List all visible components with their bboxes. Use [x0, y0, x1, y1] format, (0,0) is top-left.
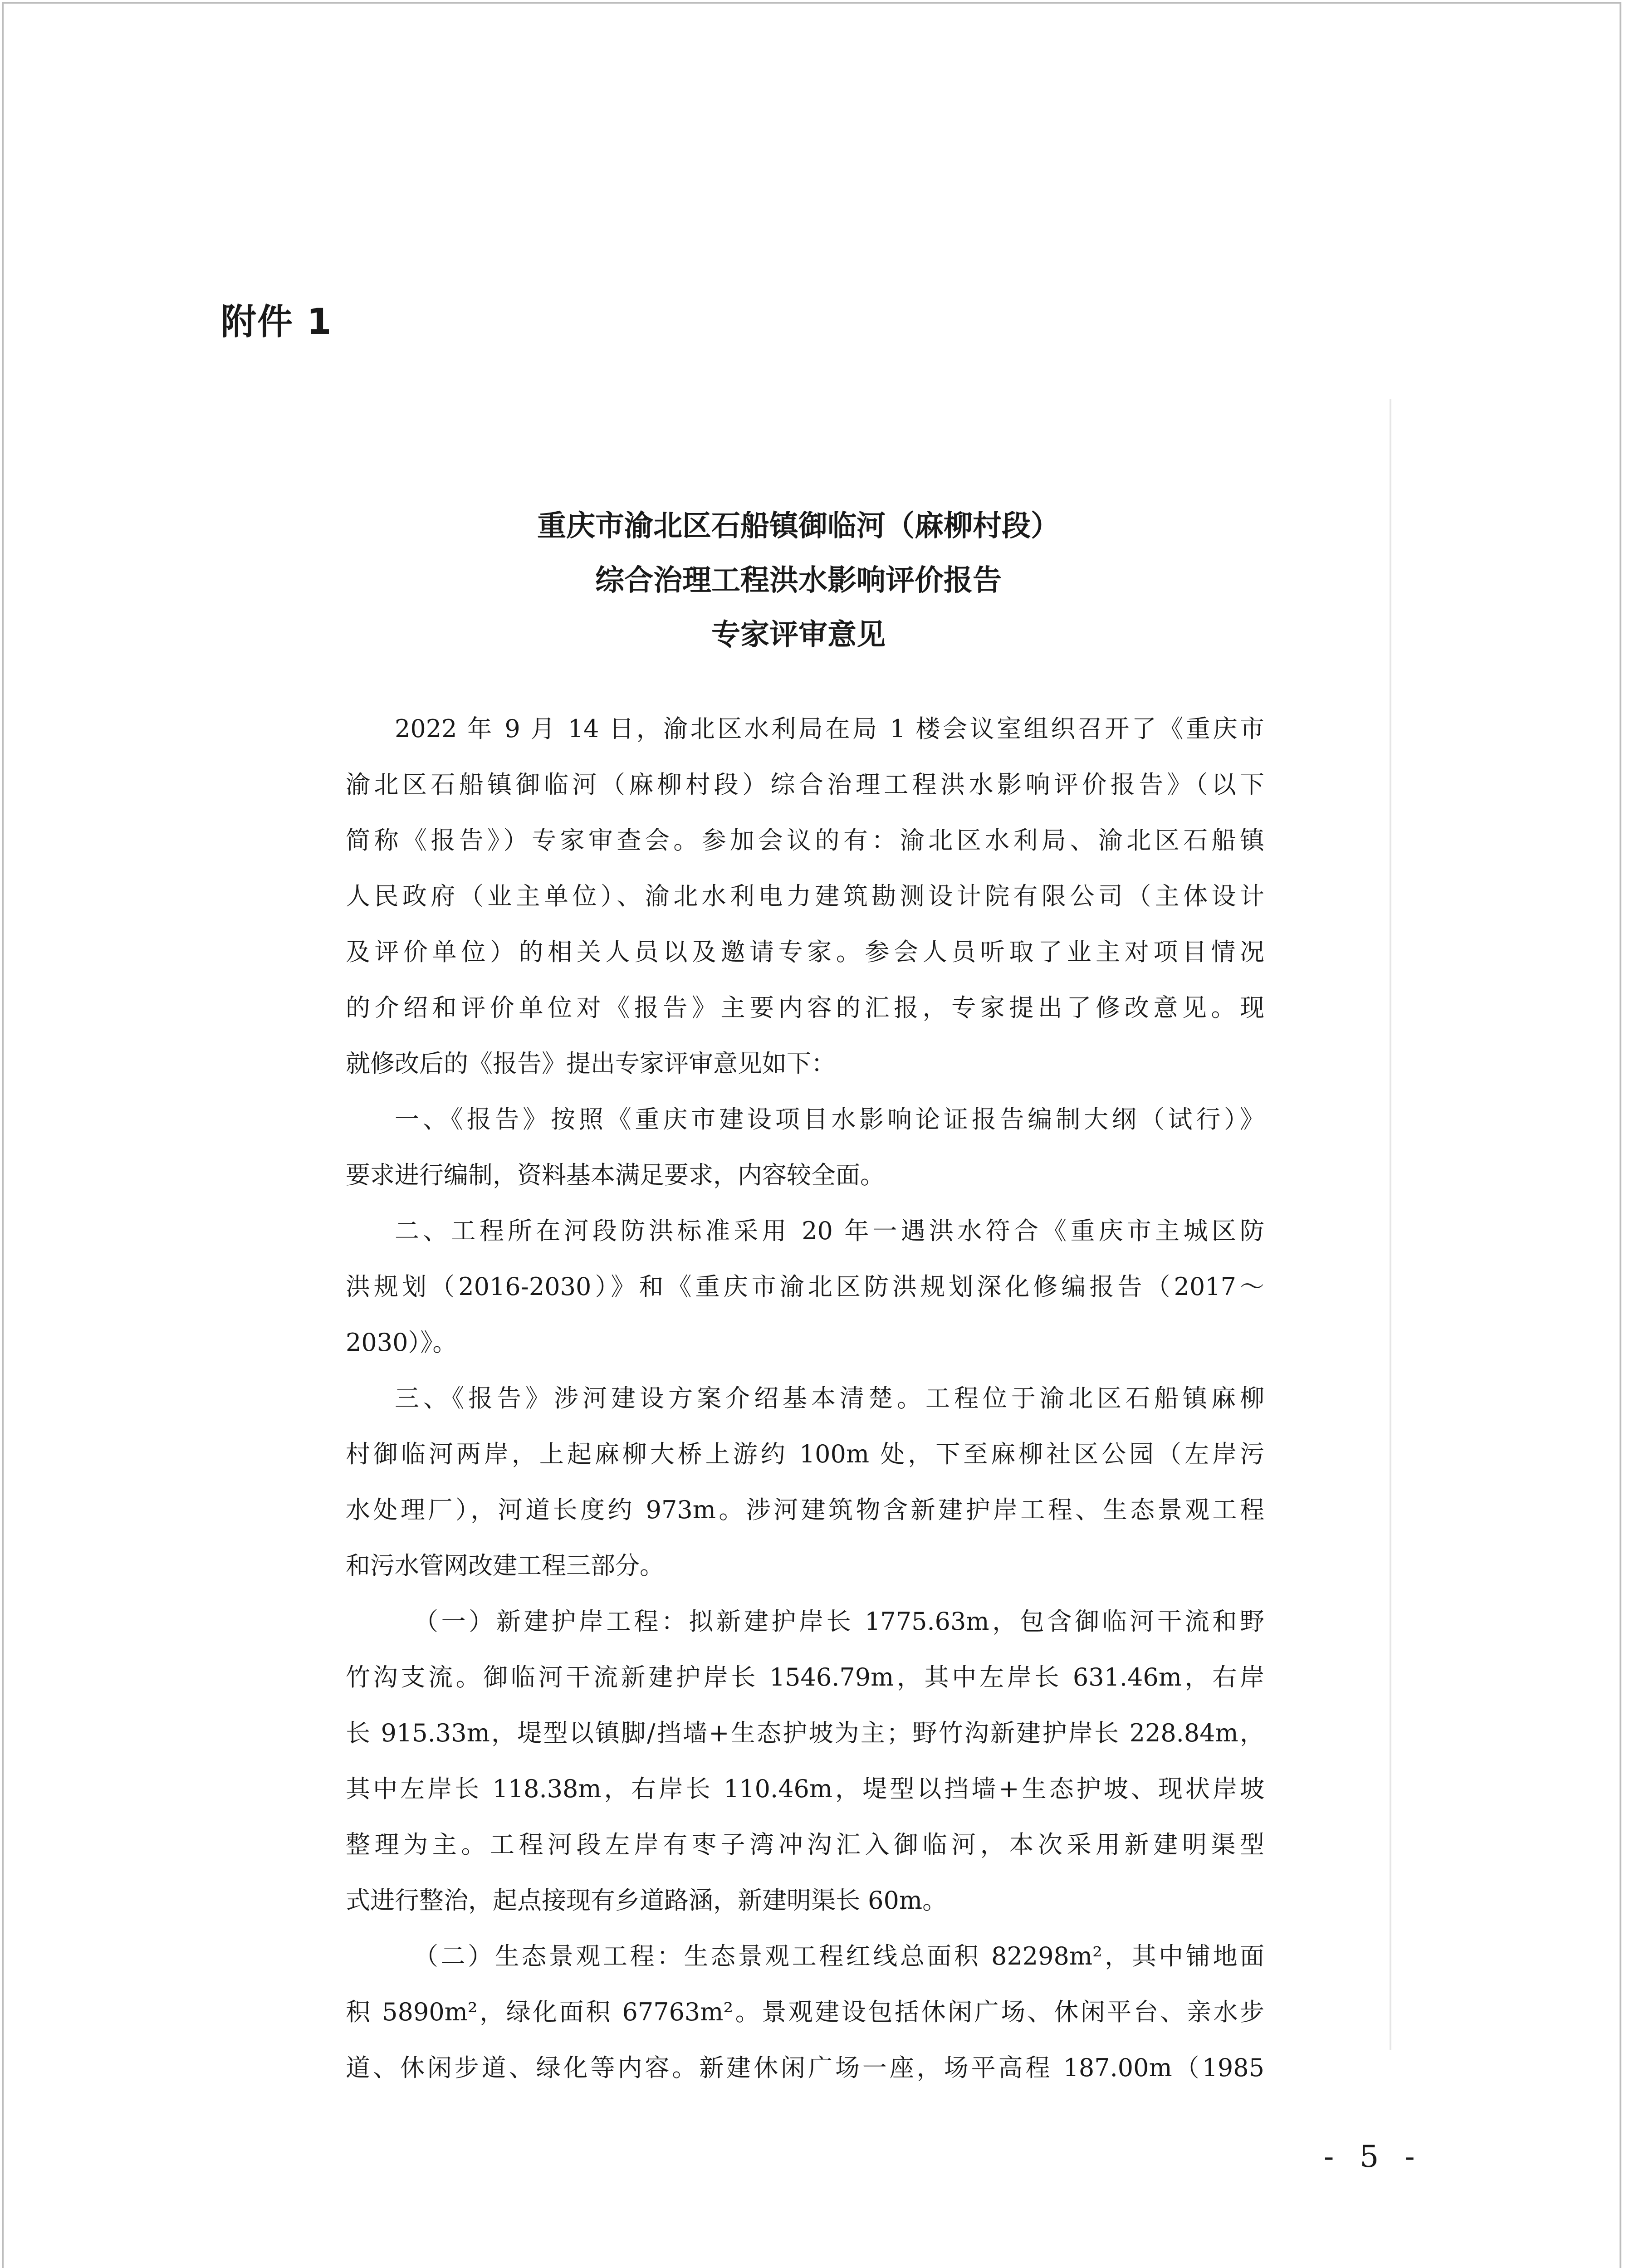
- body-line: 渝北区石船镇御临河（麻柳村段）综合治理工程洪水影响评价报告》（以下: [346, 770, 1264, 799]
- body-line: 二、工程所在河段防洪标准采用 20 年一遇洪水符合《重庆市主城区防: [395, 1217, 1264, 1245]
- document-body: [346, 701, 1264, 2096]
- body-line: 洪规划（2016-2030）》和《重庆市渝北区防洪规划深化修编报告（2017～: [346, 1272, 1264, 1301]
- body-line: 道、休闲步道、绿化等内容。新建休闲广场一座，场平高程 187.00m（1985: [346, 2053, 1264, 2082]
- margin-rule: [1390, 399, 1391, 2050]
- title-line-2: 综合治理工程洪水影响评价报告: [595, 564, 1002, 597]
- body-line: 人民政府（业主单位）、渝北水利电力建筑勘测设计院有限公司（主体设计: [346, 882, 1264, 910]
- body-line: 及评价单位）的相关人员以及邀请专家。参会人员听取了业主对项目情况: [346, 938, 1264, 966]
- page-number: - 5 -: [1324, 2139, 1423, 2174]
- title-line-1: 重庆市渝北区石船镇御临河（麻柳村段）: [537, 509, 1060, 543]
- body-line: 村御临河两岸，上起麻柳大桥上游约 100m 处，下至麻柳社区公园（左岸污: [346, 1440, 1264, 1468]
- body-line: 竹沟支流。御临河干流新建护岸长 1546.79m，其中左岸长 631.46m，右岸: [346, 1663, 1264, 1691]
- body-line: 三、《报告》涉河建设方案介绍基本清楚。工程位于渝北区石船镇麻柳: [395, 1384, 1264, 1413]
- body-line: 简称《报告》）专家审查会。参加会议的有：渝北区水利局、渝北区石船镇: [346, 826, 1264, 855]
- document-title: [345, 499, 1252, 662]
- body-line: 2022 年 9 月 14 日，渝北区水利局在局 1 楼会议室组织召开了《重庆市: [395, 714, 1264, 743]
- body-line: 要求进行编制，资料基本满足要求，内容较全面。: [346, 1161, 885, 1189]
- body-line: 2030）》。: [346, 1328, 457, 1357]
- body-line: 和污水管网改建工程三部分。: [346, 1551, 664, 1580]
- body-line: 一、《报告》按照《重庆市建设项目水影响论证报告编制大纲（试行）》: [395, 1105, 1264, 1134]
- body-line: 长 915.33m，堤型以镇脚/挡墙+生态护坡为主；野竹沟新建护岸长 228.84m，: [346, 1719, 1264, 1747]
- body-line: （二）生态景观工程：生态景观工程红线总面积 82298m²，其中铺地面: [414, 1942, 1264, 1970]
- body-line: 其中左岸长 118.38m，右岸长 110.46m，堤型以挡墙+生态护坡、现状岸坡: [346, 1774, 1264, 1803]
- body-line: 水处理厂），河道长度约 973m。涉河建筑物含新建护岸工程、生态景观工程: [346, 1496, 1264, 1524]
- body-line: 式进行整治，起点接现有乡道路涵，新建明渠长 60m。: [346, 1886, 947, 1915]
- body-line: 整理为主。工程河段左岸有枣子湾冲沟汇入御临河，本次采用新建明渠型: [346, 1830, 1264, 1859]
- body-line: 就修改后的《报告》提出专家评审意见如下：: [346, 1049, 836, 1078]
- title-line-3: 专家评审意见: [711, 618, 886, 652]
- body-line: 积 5890m²，绿化面积 67763m²。景观建设包括休闲广场、休闲平台、亲水步: [346, 1998, 1264, 2026]
- attachment-label: 附件 1: [221, 302, 333, 342]
- body-line: （一）新建护岸工程：拟新建护岸长 1775.63m，包含御临河干流和野: [414, 1607, 1264, 1636]
- body-line: 的介绍和评价单位对《报告》主要内容的汇报，专家提出了修改意见。现: [346, 993, 1264, 1022]
